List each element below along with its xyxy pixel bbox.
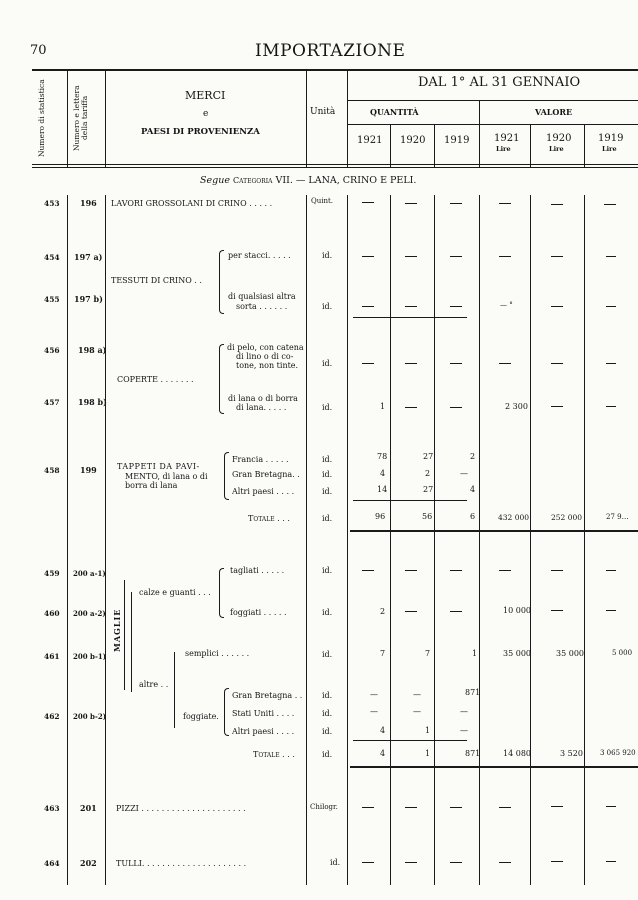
row-461-q1919: 1	[472, 649, 478, 658]
dash	[551, 406, 563, 407]
row-461-unit: id.	[322, 650, 333, 659]
row-455-rule	[353, 317, 467, 318]
dash	[551, 306, 563, 307]
row-455-num: 455	[44, 295, 60, 304]
row-462-totale-q1920: 1	[425, 749, 431, 758]
row-462-country-2: Stati Uniti . . . .	[232, 709, 295, 718]
dash	[362, 807, 374, 808]
row-457-q1921: 1	[380, 402, 386, 411]
row-458-unit-1: id.	[322, 455, 333, 464]
row-460-unit: id.	[322, 608, 333, 617]
category-text: VII. — LANA, CRINO E PELI.	[275, 175, 417, 186]
period-header: DAL 1° AL 31 GENNAIO	[418, 75, 581, 90]
row-462-q1921-3: 4	[380, 726, 386, 735]
row-458-rule	[350, 530, 638, 532]
row-462-unit-3: id.	[322, 727, 333, 736]
row-456-desc3: tone, non tinte.	[236, 361, 299, 370]
row-453-unit: Quint.	[311, 197, 334, 205]
row-458-q1921-1: 78	[377, 452, 388, 461]
row-458-totale-label: Totale . . .	[248, 514, 290, 523]
row-458-q1919-1: 2	[470, 452, 476, 461]
dash	[551, 363, 563, 364]
row-458-unit-3: id.	[322, 487, 333, 496]
row-462-sum-rule	[353, 740, 467, 741]
vline-h9	[584, 124, 585, 167]
dash	[450, 570, 462, 571]
row-458-country-2: Gran Bretagna. .	[232, 470, 300, 479]
year-1920-q: 1920	[400, 135, 426, 146]
row-455-desc1: di qualsiasi altra	[228, 292, 296, 301]
row-460-tar: 200 a-2)	[73, 609, 106, 618]
dash	[405, 363, 417, 364]
row-462-totale-unit: id.	[322, 750, 333, 759]
dash	[604, 204, 616, 205]
table-top-rule	[32, 69, 638, 71]
dash	[450, 611, 462, 612]
dash	[499, 862, 511, 863]
dash	[450, 862, 462, 863]
row-454-tar: 197 a)	[74, 252, 103, 262]
dash	[551, 256, 563, 257]
dash	[606, 570, 616, 571]
row-460-v1921: 10 000	[503, 606, 531, 615]
row-458-totale-v1920: 252 000	[551, 513, 583, 522]
coperte-label: COPERTE . . . . . . .	[117, 375, 194, 384]
dash	[362, 306, 374, 307]
dash	[405, 807, 417, 808]
dash	[450, 203, 462, 204]
col-numero-header: Numero di statistica	[37, 79, 46, 157]
row-464-num: 464	[44, 859, 60, 868]
vline-b4	[347, 195, 348, 885]
row-462-q1919-1: 871	[465, 688, 481, 697]
vline-b2	[105, 195, 106, 885]
row-462-totale-v1920: 3 520	[560, 749, 583, 758]
dash	[405, 862, 417, 863]
valore-header: VALORE	[535, 107, 573, 117]
row-456-desc2: di lino o di co-	[236, 352, 294, 361]
vline-b9	[584, 195, 585, 885]
dash	[551, 570, 563, 571]
vline-h1	[67, 70, 68, 167]
row-454-num: 454	[44, 253, 60, 262]
dash	[450, 306, 462, 307]
row-462-totale-q1921: 4	[380, 749, 386, 758]
lire-1921: Lire	[496, 145, 511, 153]
quantita-header: QUANTITÀ	[370, 107, 419, 117]
row-455-v1921: — °	[500, 301, 513, 309]
row-455-tar: 197 b)	[74, 294, 103, 304]
year-1919-v: 1919	[598, 133, 624, 144]
row-460-q1921: 2	[380, 607, 386, 616]
dash	[405, 407, 417, 408]
dash	[606, 406, 616, 407]
row-454-desc: per stacci. . . . .	[228, 251, 291, 260]
row-462-q1921-2: —	[370, 707, 378, 716]
vline-h8	[530, 124, 531, 167]
brace	[224, 452, 229, 500]
dash	[606, 861, 616, 862]
year-1921-v: 1921	[494, 133, 520, 144]
row-459-desc: tagliati . . . . .	[230, 566, 285, 575]
row-464-unit: id.	[330, 858, 341, 867]
row-458-sum-rule	[353, 500, 467, 501]
category-title	[200, 175, 416, 186]
page-title: IMPORTAZIONE	[255, 41, 406, 61]
vline-h4	[347, 70, 348, 167]
maglie-label: MAGLIE	[112, 608, 122, 652]
altre-brace	[174, 652, 175, 728]
row-462-country-3: Altri paesi . . . .	[232, 727, 295, 736]
row-461-tar: 200 b-1)	[73, 652, 107, 661]
row-461-v1919: 5 000	[612, 649, 633, 657]
row-459-num: 459	[44, 569, 60, 578]
dash	[606, 363, 616, 364]
vline-b8	[530, 195, 531, 885]
year-1919-q: 1919	[444, 135, 470, 146]
row-462-totale-q1919: 871	[465, 749, 481, 758]
row-458-num: 458	[44, 466, 60, 475]
row-458-desc2: MENTO, di lana o di	[125, 472, 208, 481]
row-456-desc1: di pelo, con catena	[227, 343, 304, 352]
dash	[405, 306, 417, 307]
row-456-tar: 198 a)	[78, 345, 107, 355]
row-464-desc: TULLI. . . . . . . . . . . . . . . . . . . . .	[116, 859, 247, 868]
dash	[499, 570, 511, 571]
row-462-totale-label: Totale . . .	[253, 750, 295, 759]
row-456-num: 456	[44, 346, 60, 355]
row-463-unit: Chilogr.	[310, 803, 338, 811]
dash	[499, 807, 511, 808]
dash	[405, 203, 417, 204]
row-458-unit-2: id.	[322, 470, 333, 479]
row-457-desc2: di lana. . . . .	[236, 403, 287, 412]
vline-b7	[479, 195, 480, 885]
row-458-totale-v1921: 432 000	[498, 513, 530, 522]
brace	[219, 344, 224, 414]
dash	[551, 204, 563, 205]
row-455-desc2: sorta . . . . . .	[236, 302, 288, 311]
vline-b6	[434, 195, 435, 885]
row-463-desc: PIZZI . . . . . . . . . . . . . . . . . . . . .	[116, 804, 246, 813]
dash	[499, 363, 511, 364]
dash	[405, 611, 417, 612]
calze-label: calze e guanti . . .	[139, 588, 211, 597]
merci-header: MERCI	[185, 89, 226, 102]
row-464-tar: 202	[80, 858, 97, 868]
row-459-unit: id.	[322, 566, 333, 575]
row-456-unit: id.	[322, 359, 333, 368]
row-457-desc1: di lana o di borra	[228, 394, 298, 403]
row-462-q1921-1: —	[370, 690, 378, 699]
maglie-brace-2	[131, 592, 132, 692]
dash	[362, 862, 374, 863]
vline-h7	[479, 100, 480, 167]
row-461-desc: semplici . . . . . .	[185, 649, 250, 658]
dash	[551, 806, 563, 807]
dash	[450, 256, 462, 257]
row-462-q1920-3: 1	[425, 726, 431, 735]
dash	[606, 610, 616, 611]
tessuti-label: TESSUTI DI CRINO . .	[111, 276, 202, 285]
row-462-country-1: Gran Bretagna . .	[232, 691, 303, 700]
row-458-q1920-1: 27	[423, 452, 434, 461]
dash	[551, 610, 563, 611]
dash	[499, 203, 511, 204]
row-461-q1920: 7	[425, 649, 431, 658]
unita-header: Unità	[310, 107, 336, 117]
vline-h5	[390, 124, 391, 167]
vline-h6	[434, 124, 435, 167]
row-458-q1919-3: 4	[470, 485, 476, 494]
row-457-unit: id.	[322, 403, 333, 412]
dash	[405, 570, 417, 571]
row-462-q1920-1: —	[413, 690, 421, 699]
row-461-q1921: 7	[380, 649, 386, 658]
vline-b1	[67, 195, 68, 885]
row-458-totale-q1921: 96	[375, 512, 386, 521]
dash	[606, 806, 616, 807]
row-457-num: 457	[44, 398, 60, 407]
row-461-v1920: 35 000	[556, 649, 584, 658]
row-462-totale-v1921: 14 080	[503, 749, 531, 758]
row-453-tar: 196	[80, 198, 97, 208]
dash	[450, 363, 462, 364]
row-460-desc: foggiati . . . . .	[230, 608, 287, 617]
row-462-unit-2: id.	[322, 709, 333, 718]
year-1921-q: 1921	[357, 135, 383, 146]
row-462-q1919-2: —	[460, 707, 468, 716]
row-458-totale-v1919: 27 9…	[606, 513, 629, 521]
row-458-desc3: borra di lana	[125, 481, 178, 490]
row-458-totale-unit: id.	[322, 514, 333, 523]
row-462-unit-1: id.	[322, 691, 333, 700]
dash	[606, 306, 616, 307]
vline-h2	[105, 70, 106, 167]
brace	[224, 688, 229, 736]
row-453-num: 453	[44, 199, 60, 208]
page-number: 70	[30, 43, 47, 58]
maglie-brace	[124, 580, 125, 690]
vline-b3	[306, 195, 307, 885]
row-462-q1920-2: —	[413, 707, 421, 716]
dash	[405, 256, 417, 257]
row-458-q1919-2: —	[460, 469, 468, 478]
dash	[362, 202, 374, 203]
dash	[551, 861, 563, 862]
row-462-foggiate: foggiate.	[183, 712, 219, 721]
row-461-num: 461	[44, 652, 60, 661]
dash	[362, 363, 374, 364]
row-459-tar: 200 a-1)	[73, 569, 106, 578]
row-455-unit: id.	[322, 302, 333, 311]
period-rule	[347, 100, 638, 101]
row-461-v1921: 35 000	[503, 649, 531, 658]
dash	[606, 256, 616, 257]
row-458-q1921-3: 14	[377, 485, 388, 494]
row-458-country-3: Altri paesi . . . .	[232, 487, 295, 496]
dash	[450, 807, 462, 808]
lire-1920: Lire	[549, 145, 564, 153]
category-segue: Segue	[200, 175, 230, 186]
row-457-v1921: 2 300	[505, 402, 528, 411]
row-458-tar: 199	[80, 465, 97, 475]
row-458-country-1: Francia . . . . .	[232, 455, 289, 464]
row-454-unit: id.	[322, 251, 333, 260]
row-462-totale-v1919: 3 065 920	[600, 749, 636, 757]
row-462-num: 462	[44, 712, 60, 721]
row-463-tar: 201	[80, 803, 97, 813]
altre-label: altre . .	[139, 680, 169, 689]
row-458-totale-q1920: 56	[422, 512, 433, 521]
category-label: Categoria	[232, 176, 273, 185]
brace	[219, 568, 224, 618]
dash	[362, 570, 374, 571]
dash	[362, 256, 374, 257]
row-457-tar: 198 b)	[78, 397, 107, 407]
row-462-rule	[350, 766, 638, 768]
paesi-header: PAESI DI PROVENIENZA	[141, 127, 260, 137]
row-460-num: 460	[44, 609, 60, 618]
year-1920-v: 1920	[546, 133, 572, 144]
row-458-q1920-2: 2	[425, 469, 431, 478]
lire-1919: Lire	[602, 145, 617, 153]
dash	[499, 256, 511, 257]
row-462-q1919-3: —	[460, 726, 468, 735]
vline-h3	[306, 70, 307, 167]
row-453-desc: LAVORI GROSSOLANI DI CRINO . . . . .	[111, 199, 273, 208]
brace	[219, 250, 224, 314]
header-bottom-rule	[32, 164, 638, 165]
dash	[450, 407, 462, 408]
row-458-totale-q1919: 6	[470, 512, 476, 521]
row-458-q1921-2: 4	[380, 469, 386, 478]
col-lettera-header: Numero e lettera della tariffa	[72, 85, 89, 151]
row-462-tar: 200 b-2)	[73, 712, 107, 721]
vline-b5	[390, 195, 391, 885]
row-458-desc1: TAPPETI DA PAVI-	[117, 462, 200, 471]
row-458-q1920-3: 27	[423, 485, 434, 494]
e-header: e	[203, 109, 209, 119]
header-bottom-rule-2	[32, 167, 638, 168]
row-463-num: 463	[44, 804, 60, 813]
